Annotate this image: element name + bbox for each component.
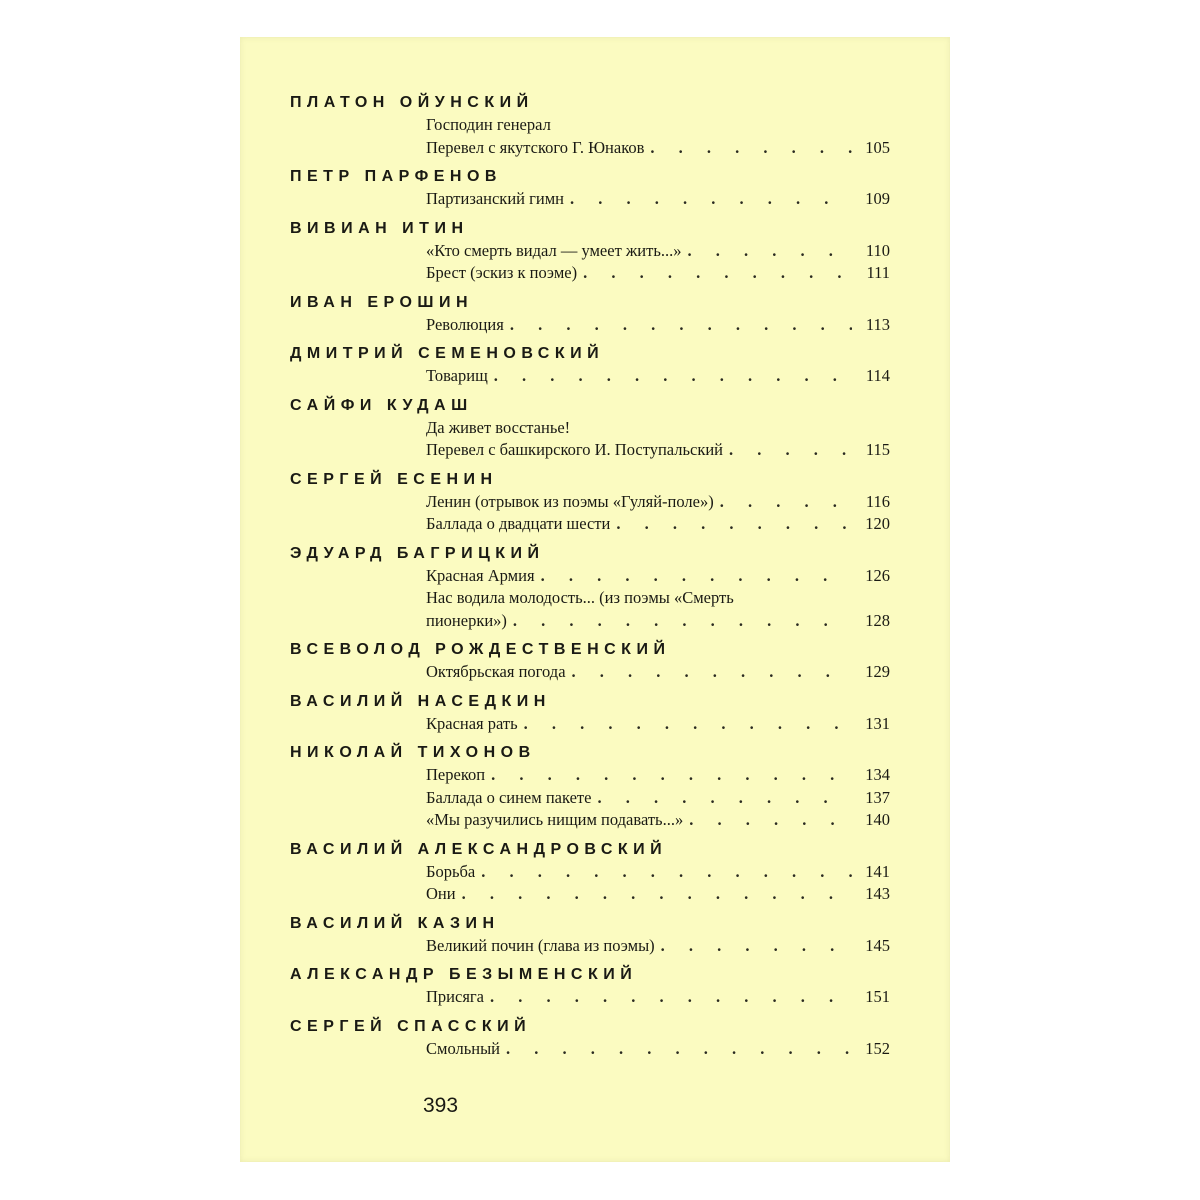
entry-page-number: 110 xyxy=(865,240,890,260)
toc-entry xyxy=(426,713,890,736)
toc-entry xyxy=(426,137,890,160)
entry-title: Октябрьская погода xyxy=(426,662,566,681)
toc-entry xyxy=(426,114,890,137)
leader-dots xyxy=(491,764,852,787)
entry-title: Баллада о синем пакете xyxy=(426,787,592,807)
toc-entry xyxy=(426,439,890,462)
leader-dots xyxy=(661,935,852,958)
author-name: ДМИТРИЙ СЕМЕНОВСКИЙ xyxy=(290,345,605,362)
entry-page-number: 109 xyxy=(865,189,890,208)
author-name: ВСЕВОЛОД РОЖДЕСТВЕНСКИЙ xyxy=(290,641,671,658)
entry-page-number: 105 xyxy=(865,137,890,157)
leader-dots xyxy=(494,365,852,388)
entry-page-number: 111 xyxy=(866,263,890,282)
entry-title: Великий почин (глава из поэмы) xyxy=(426,935,655,955)
toc-entry xyxy=(426,262,890,285)
entry-title: «Мы разучились нищим подавать...» xyxy=(426,810,684,829)
toc-entry xyxy=(426,861,890,884)
author-name: ИВАН ЕРОШИН xyxy=(290,293,474,311)
toc-entry xyxy=(426,883,890,906)
entry-page-number: 114 xyxy=(865,366,890,385)
entry-page-number: 113 xyxy=(865,314,890,334)
leader-dots xyxy=(506,1038,852,1061)
entry-title: «Кто смерть видал — умеет жить...» xyxy=(426,240,682,260)
entry-page-number: 116 xyxy=(865,491,890,511)
leader-dots xyxy=(481,861,852,884)
toc-entry xyxy=(426,417,890,440)
entry-title: Перекоп xyxy=(426,765,486,784)
toc-entry xyxy=(426,1038,890,1061)
entry-page-number: 141 xyxy=(865,861,890,881)
toc-entry xyxy=(426,809,890,832)
toc-entry xyxy=(426,935,890,958)
leader-dots xyxy=(688,240,853,263)
author-name: НИКОЛАЙ ТИХОНОВ xyxy=(290,744,536,761)
entry-title: Партизанский гимн xyxy=(426,189,564,208)
author-name: ВАСИЛИЙ КАЗИН xyxy=(290,914,500,932)
toc-entry xyxy=(426,365,890,388)
entry-page-number: 120 xyxy=(865,514,890,533)
toc-entry xyxy=(426,188,890,211)
leader-dots xyxy=(570,188,852,211)
entry-title: Революция xyxy=(426,314,504,334)
author-name: ПЛАТОН ОЙУНСКИЙ xyxy=(290,94,534,111)
entry-title: Перевел с якутского Г. Юнаков xyxy=(426,137,645,157)
author-name: СЕРГЕЙ ЕСЕНИН xyxy=(290,470,498,488)
author-name: ВАСИЛИЙ АЛЕКСАНДРОВСКИЙ xyxy=(290,840,668,858)
entry-title: Товарищ xyxy=(426,366,488,385)
entry-title: Борьба xyxy=(426,861,476,881)
entry-page-number: 151 xyxy=(865,987,890,1006)
leader-dots xyxy=(490,986,852,1009)
leader-dots xyxy=(583,262,852,285)
entry-page-number: 131 xyxy=(865,713,890,733)
author-name: СЕРГЕЙ СПАССКИЙ xyxy=(290,1017,532,1035)
entry-title: Смольный xyxy=(426,1038,500,1058)
author-name: ПЕТР ПАРФЕНОВ xyxy=(290,168,502,185)
entry-page-number: 129 xyxy=(865,662,890,681)
entry-title: пионерки») xyxy=(426,610,507,630)
toc-entry xyxy=(426,587,890,610)
leader-dots xyxy=(689,809,852,832)
leader-dots xyxy=(650,137,852,160)
toc-entry xyxy=(426,240,890,263)
author-name: ВАСИЛИЙ НАСЕДКИН xyxy=(290,692,551,710)
entry-title: Брест (эскиз к поэме) xyxy=(426,263,578,282)
entry-title: Присяга xyxy=(426,987,484,1006)
entry-page-number: 137 xyxy=(865,787,890,807)
entry-page-number: 140 xyxy=(865,810,890,829)
entry-page-number: 152 xyxy=(865,1038,890,1058)
leader-dots xyxy=(597,787,852,810)
leader-dots xyxy=(572,661,852,684)
entry-page-number: 128 xyxy=(865,610,890,630)
author-name: ВИВИАН ИТИН xyxy=(290,219,469,237)
entry-page-number: 134 xyxy=(865,765,890,784)
toc-entry xyxy=(426,513,890,536)
entry-title: Красная рать xyxy=(426,713,518,733)
author-name: САЙФИ КУДАШ xyxy=(290,396,473,414)
toc-entry xyxy=(426,986,890,1009)
table-of-contents xyxy=(290,92,890,1060)
toc-entry xyxy=(426,565,890,588)
toc-entry xyxy=(426,491,890,514)
entry-page-number: 115 xyxy=(865,440,890,459)
entry-title: Нас водила молодость... (из поэмы «Смерть xyxy=(426,588,734,607)
toc-entry xyxy=(426,787,890,810)
toc-entry xyxy=(426,661,890,684)
entry-title: Баллада о двадцати шести xyxy=(426,514,611,533)
entry-title: Красная Армия xyxy=(426,565,535,585)
author-name: ЭДУАРД БАГРИЦКИЙ xyxy=(290,544,545,562)
leader-dots xyxy=(541,565,852,588)
entry-title: Перевел с башкирского И. Поступальский xyxy=(426,440,724,459)
page-number: 393 xyxy=(423,1094,459,1117)
toc-entry xyxy=(426,764,890,787)
leader-dots xyxy=(616,513,852,536)
author-name: АЛЕКСАНДР БЕЗЫМЕНСКИЙ xyxy=(290,966,638,983)
entry-title: Да живет восстанье! xyxy=(426,417,571,437)
entry-title: Ленин (отрывок из поэмы «Гуляй-поле») xyxy=(426,491,714,511)
toc-entry xyxy=(426,314,890,337)
leader-dots xyxy=(524,713,852,736)
leader-dots xyxy=(513,610,852,633)
entry-page-number: 145 xyxy=(865,935,890,955)
leader-dots xyxy=(510,314,852,337)
leader-dots xyxy=(462,883,852,906)
leader-dots xyxy=(720,491,852,514)
entry-title: Они xyxy=(426,884,456,903)
entry-title: Господин генерал xyxy=(426,115,551,134)
entry-page-number: 126 xyxy=(865,565,890,585)
entry-page-number: 143 xyxy=(865,884,890,903)
leader-dots xyxy=(729,439,852,462)
toc-entry xyxy=(426,610,890,633)
